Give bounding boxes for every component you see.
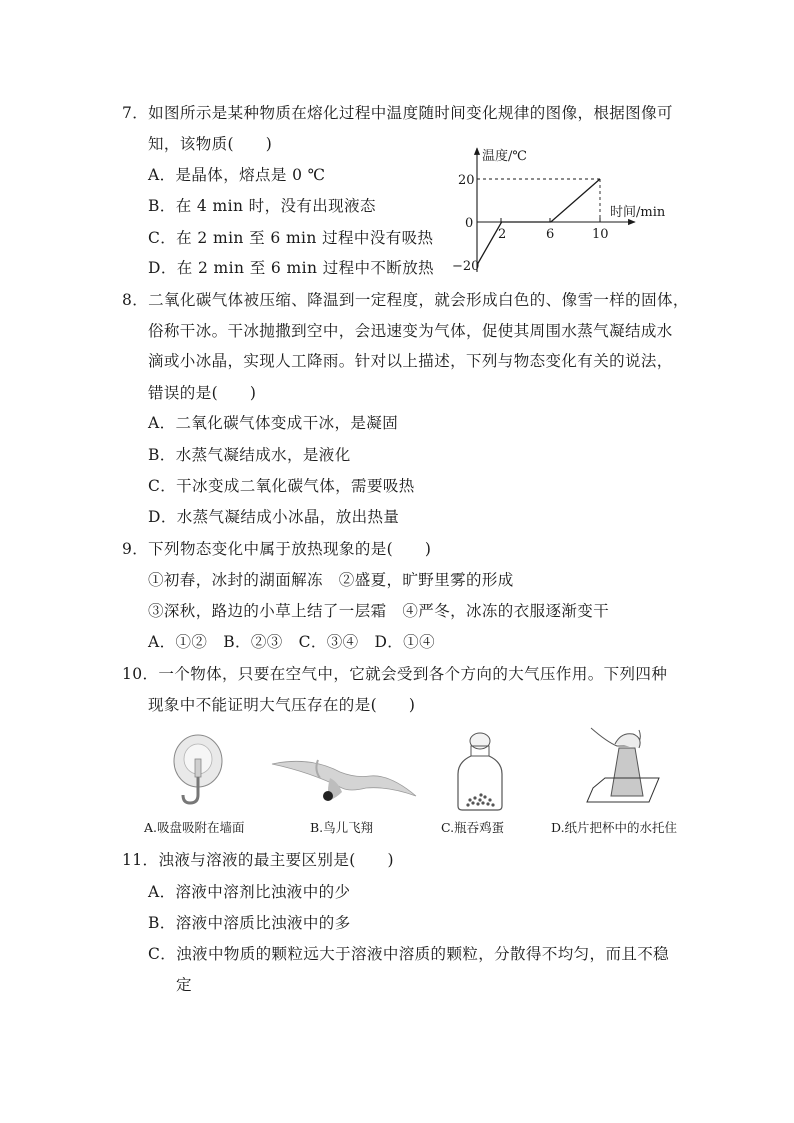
q11-stem: 11．浊液与溶液的最主要区别是( ) xyxy=(122,851,394,869)
q8-option-c: C．干冰变成二氧化碳气体，需要吸热 xyxy=(148,477,415,495)
q7-stem-line2: 知，该物质( ) xyxy=(148,135,273,153)
q7-option-d: D．在 2 min 至 6 min 过程中不断放热 xyxy=(148,259,434,277)
caption-a: A.吸盘吸附在墙面 xyxy=(144,820,245,835)
x-tick-label-6: 6 xyxy=(546,227,555,242)
q9-items-line2: ③深秋，路边的小草上结了一层霜 ④严冬，冰冻的衣服逐渐变干 xyxy=(148,602,610,620)
paper-cup-figure xyxy=(585,726,665,814)
q11-option-b: B．溶液中溶质比浊液中的多 xyxy=(148,914,351,932)
y-tick-label-20: 20 xyxy=(458,173,475,188)
q9-options: A．①② B．②③ C．③④ D．①④ xyxy=(148,633,435,651)
q11-option-c-cont: 定 xyxy=(176,976,192,994)
q10-stem-line1: 10．一个物体，只要在空气中，它就会受到各个方向的大气压作用。下列四种 xyxy=(122,665,668,683)
q8-stem-line3: 滴或小冰晶，实现人工降雨。针对以上描述，下列与物态变化有关的说法， xyxy=(148,352,673,370)
flying-bird-figure xyxy=(270,748,418,806)
q7-stem-line1: 7．如图所示是某种物质在熔化过程中温度随时间变化规律的图像，根据图像可 xyxy=(122,104,673,122)
y-tick-label-0: 0 xyxy=(465,216,474,231)
q11-option-a: A．溶液中溶剂比浊液中的少 xyxy=(148,883,351,901)
q8-option-d: D．水蒸气凝结成小冰晶，放出热量 xyxy=(148,508,400,526)
caption-d: D.纸片把杯中的水托住 xyxy=(551,820,678,835)
q10-stem-line2: 现象中不能证明大气压存在的是( ) xyxy=(148,696,416,714)
q8-stem-line4: 错误的是( ) xyxy=(148,384,257,402)
q8-stem-line1: 8．二氧化碳气体被压缩、降温到一定程度，就会形成白色的、像雪一样的固体， xyxy=(122,291,689,309)
y-axis-label: 温度/℃ xyxy=(482,149,527,164)
y-tick-label-neg20: −20 xyxy=(452,259,480,274)
q9-items-line1: ①初春，冰封的湖面解冻 ②盛夏，旷野里雾的形成 xyxy=(148,571,514,589)
temperature-time-chart xyxy=(440,142,675,282)
x-tick-label-2: 2 xyxy=(498,227,507,242)
q9-stem: 9．下列物态变化中属于放热现象的是( ) xyxy=(122,540,432,558)
q8-option-b: B．水蒸气凝结成水，是液化 xyxy=(148,446,351,464)
caption-c: C.瓶吞鸡蛋 xyxy=(441,820,505,835)
q7-option-b: B．在 4 min 时，没有出现液态 xyxy=(148,197,376,215)
q7-option-a: A．是晶体，熔点是 0 ℃ xyxy=(148,166,326,184)
q7-option-c: C．在 2 min 至 6 min 过程中没有吸热 xyxy=(148,229,434,247)
q8-stem-line2: 俗称干冰。干冰抛撒到空中，会迅速变为气体，促使其周围水蒸气凝结成水 xyxy=(148,322,673,340)
q8-option-a: A．二氧化碳气体变成干冰，是凝固 xyxy=(148,414,399,432)
bottle-egg-figure xyxy=(455,732,505,812)
suction-cup-figure xyxy=(170,733,230,808)
caption-b: B.鸟儿飞翔 xyxy=(310,820,374,835)
x-axis-label: 时间/min xyxy=(610,205,666,220)
x-tick-label-10: 10 xyxy=(592,227,609,242)
q11-option-c: C．浊液中物质的颗粒远大于溶液中溶质的颗粒，分散得不均匀，而且不稳 xyxy=(148,945,670,963)
